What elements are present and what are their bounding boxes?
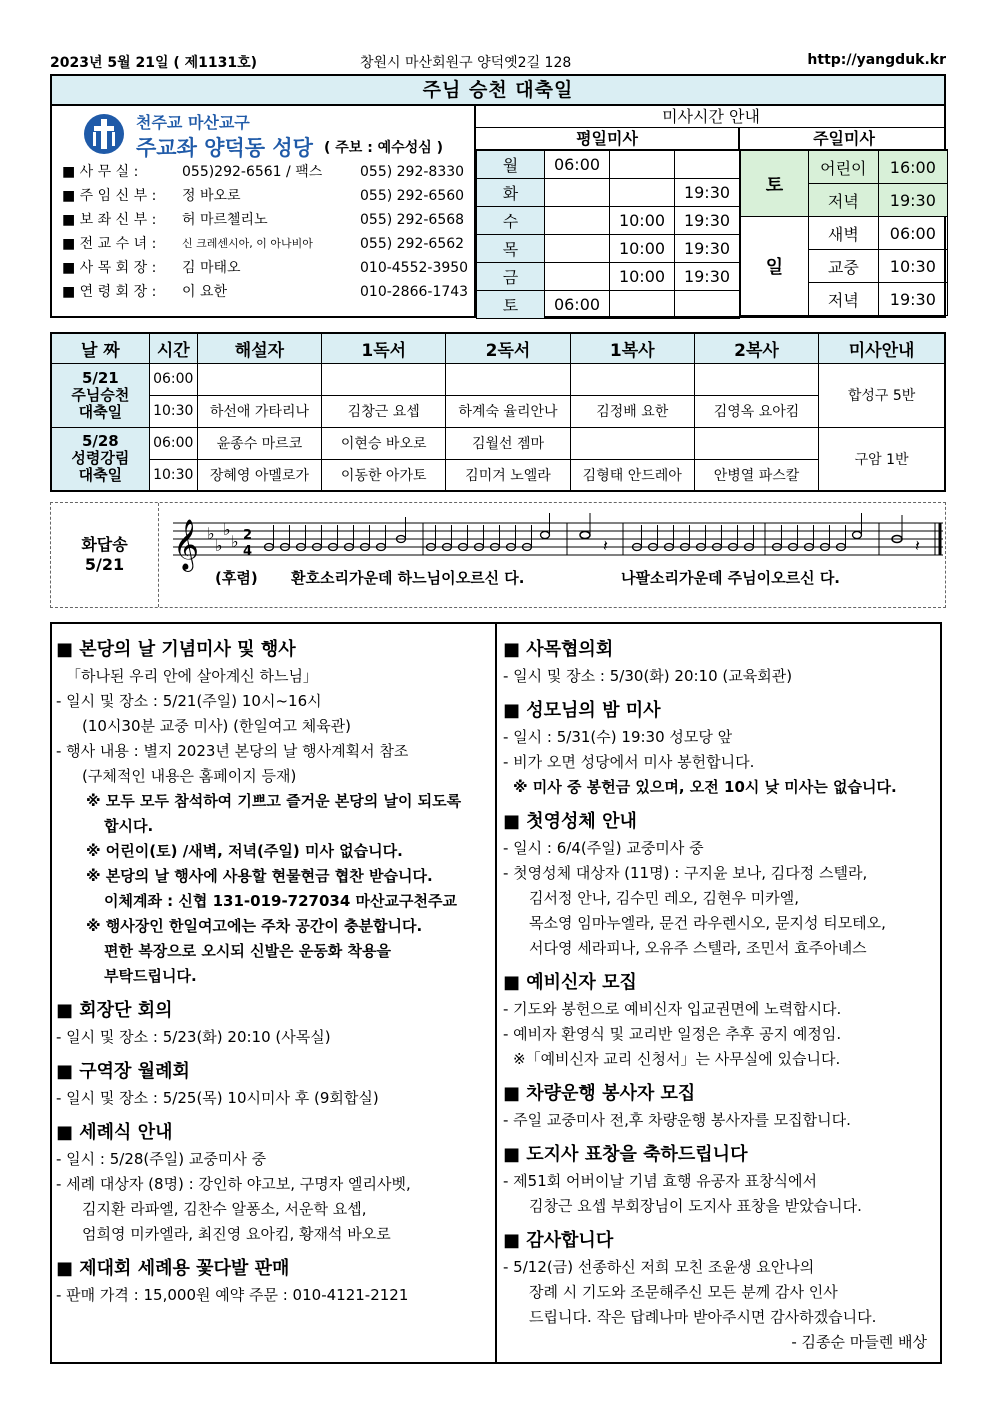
notice-line: 이체계좌 : 신협 131-019-727034 마산교구천주교 <box>104 892 457 910</box>
contact-label: ■ 연 령 회 장 : <box>62 284 157 300</box>
ministry-roster <box>50 332 946 492</box>
mass-name-cell: 교중 <box>809 250 879 283</box>
notice-heading: ■ 세례식 안내 <box>56 1122 173 1143</box>
contact-name: 이 요한 <box>182 284 228 300</box>
page-title: 주님 승천 대축일 <box>50 74 946 106</box>
weekday-mass-title: 평일미사 <box>476 128 740 150</box>
notice-line: 편한 복장으로 오시되 신발은 운동화 착용을 <box>104 942 391 960</box>
contact-row <box>62 256 472 280</box>
roster-row <box>51 427 945 459</box>
svg-text:♭: ♭ <box>231 532 239 551</box>
roster-name-cell: 김영옥 요아킴 <box>694 395 818 427</box>
weekday-row <box>477 263 740 291</box>
notice-line: (구체적인 내용은 홈페이지 등재) <box>82 767 297 785</box>
mass-schedule-title: 미사시간 안내 <box>476 106 946 128</box>
roster-header-cell: 미사안내 <box>819 333 945 363</box>
mass-time-cell: 19:30 <box>675 263 740 291</box>
roster-header-cell: 1복사 <box>570 333 694 363</box>
roster-name-cell: 하계숙 율리안나 <box>446 395 570 427</box>
notice-heading: ■ 본당의 날 기념미사 및 행사 <box>56 639 296 660</box>
svg-text:♭: ♭ <box>223 520 231 539</box>
notice-line: 「하나된 우리 안에 살아계신 하느님」 <box>66 667 318 685</box>
contact-phone: 055) 292-6560 <box>360 188 465 204</box>
notice-heading: ■ 도지사 표창을 축하드립니다 <box>503 1144 748 1165</box>
contact-phone: 010-4552-3950 <box>360 260 469 276</box>
notice-line: ※ 어린이(토) /새벽, 저녁(주일) 미사 없습니다. <box>86 842 403 860</box>
contact-row <box>62 184 472 208</box>
svg-text:4: 4 <box>243 544 253 559</box>
notice-line: (10시30분 교중 미사) (한일여고 체육관) <box>82 717 352 735</box>
contact-row <box>62 232 472 256</box>
mass-time-cell <box>545 207 610 235</box>
notice-line: 장례 시 기도와 조문해주신 모든 분께 감사 인사 <box>529 1283 838 1301</box>
notice-line: ※ 행사장인 한일여고에는 주차 공간이 충분합니다. <box>86 917 423 935</box>
sunday-mass-title: 주일미사 <box>740 128 948 150</box>
svg-text:♭: ♭ <box>207 524 215 543</box>
saturday-row <box>741 151 948 184</box>
notice-line: - 일시 및 장소 : 5/30(화) 20:10 (교육회관) <box>503 667 793 685</box>
weekday-label: 토 <box>477 291 545 319</box>
music-staff-image <box>173 509 943 573</box>
church-patron: ( 주보 : 예수성심 ) <box>324 140 444 156</box>
roster-name-cell <box>197 363 321 395</box>
responsorial-psalm <box>50 502 946 608</box>
mass-time-cell: 19:30 <box>675 235 740 263</box>
notice-line: ※ 미사 중 봉헌금 있으며, 오전 10시 낮 미사는 없습니다. <box>513 778 897 796</box>
notice-line: 서다영 세라피나, 오유주 스텔라, 조민서 효주아녜스 <box>529 939 867 957</box>
roster-name-cell: 김형태 안드레아 <box>570 459 694 491</box>
mass-name-cell: 저녁 <box>809 184 879 217</box>
notice-line: - 일시 : 5/28(주일) 교중미사 중 <box>56 1150 267 1168</box>
contact-row <box>62 280 472 304</box>
sunday-label: 일 <box>741 217 809 316</box>
contact-row <box>62 160 472 184</box>
roster-time-cell: 10:30 <box>149 459 197 491</box>
roster-name-cell <box>322 363 446 395</box>
mass-name-cell: 어린이 <box>809 151 879 184</box>
notice-line: ※ 본당의 날 행사에 사용할 현물현금 협찬 받습니다. <box>86 867 433 885</box>
church-logo <box>84 114 124 154</box>
roster-header-cell: 2복사 <box>694 333 818 363</box>
svg-text:𝄽: 𝄽 <box>603 536 608 555</box>
roster-name-cell: 안병열 파스칼 <box>694 459 818 491</box>
roster-header-cell: 1독서 <box>322 333 446 363</box>
roster-name-cell: 하선애 가타리나 <box>197 395 321 427</box>
mass-time-cell: 10:00 <box>610 207 675 235</box>
roster-header-cell: 날 짜 <box>51 333 149 363</box>
church-address: 창원시 마산회원구 양덕옛2길 128 <box>360 55 572 71</box>
mass-time-cell: 06:00 <box>878 217 947 250</box>
mass-time-cell <box>545 179 610 207</box>
notice-line: - 세례 대상자 (8명) : 강인하 야고보, 구명자 엘리사벳, <box>56 1175 411 1193</box>
notice-line: 목소영 임마누엘라, 문건 라우렌시오, 문지성 티모테오, <box>529 914 886 932</box>
roster-name-cell: 이동한 아가토 <box>322 459 446 491</box>
notice-line: - 첫영성체 대상자 (11명) : 구지윤 보나, 김다정 스텔라, <box>503 864 868 882</box>
sunday-mass-table <box>740 150 948 316</box>
notice-line: ※「예비신자 교리 신청서」는 사무실에 있습니다. <box>513 1050 841 1068</box>
roster-guide-cell: 구암 1반 <box>819 427 945 491</box>
mass-time-cell: 10:00 <box>610 235 675 263</box>
mass-time-cell: 16:00 <box>878 151 947 184</box>
notice-line: 드립니다. 작은 답례나마 받아주시면 감사하겠습니다. <box>529 1308 877 1326</box>
contact-label: ■ 보 좌 신 부 : <box>62 212 157 228</box>
mass-time-cell: 10:00 <box>610 263 675 291</box>
notice-heading: ■ 차량운행 봉사자 모집 <box>503 1083 696 1104</box>
roster-date-cell: 5/28 성령강림 대축일 <box>51 427 149 491</box>
mass-time-cell: 19:30 <box>878 283 947 316</box>
roster-guide-cell: 합성구 5반 <box>819 363 945 427</box>
saturday-label: 토 <box>741 151 809 217</box>
notice-line: - 비가 오면 성당에서 미사 봉헌합니다. <box>503 753 755 771</box>
psalm-label: 화답송 5/21 <box>51 503 159 607</box>
contact-label: ■ 사 목 회 장 : <box>62 260 157 276</box>
notices-right-column <box>503 636 939 1355</box>
roster-row <box>51 395 945 427</box>
notice-line: - 제51회 어버이날 기념 효행 유공자 표창식에서 <box>503 1172 817 1190</box>
weekday-label: 월 <box>477 151 545 179</box>
contact-label: ■ 사 무 실 : <box>62 164 139 180</box>
notice-line: - 일시 및 장소 : 5/21(주일) 10시~16시 <box>56 692 322 710</box>
mass-schedule <box>474 106 946 318</box>
contact-name: 신 크레센시아, 이 아나비아 <box>182 237 313 250</box>
cross-icon <box>84 114 124 154</box>
notice-line: - 기도와 봉헌으로 예비신자 입교권면에 노력합시다. <box>503 1000 842 1018</box>
notice-line: - 김종순 마들렌 배상 <box>791 1333 927 1351</box>
roster-time-cell: 10:30 <box>149 395 197 427</box>
roster-name-cell: 김월선 젬마 <box>446 427 570 459</box>
contact-row <box>62 208 472 232</box>
svg-text:𝄞: 𝄞 <box>173 519 200 570</box>
psalm-refrain-label: (후렴) <box>215 569 258 587</box>
contact-phone: 010-2866-1743 <box>360 284 469 300</box>
roster-header-cell: 해설자 <box>197 333 321 363</box>
mass-name-cell: 새벽 <box>809 217 879 250</box>
svg-text:♭: ♭ <box>215 536 223 555</box>
roster-name-cell <box>570 427 694 459</box>
mass-name-cell: 저녁 <box>809 283 879 316</box>
weekday-label: 목 <box>477 235 545 263</box>
mass-time-cell <box>675 291 740 319</box>
mass-time-cell <box>675 151 740 179</box>
contact-name: 정 바오로 <box>182 188 241 204</box>
svg-text:2: 2 <box>243 528 253 543</box>
contact-name: 055)292-6561 / 팩스 <box>182 164 323 180</box>
weekday-row <box>477 235 740 263</box>
mass-time-cell: 19:30 <box>878 184 947 217</box>
notices-left-column <box>56 636 492 1308</box>
notice-line: ※ 모두 모두 참석하여 기쁘고 즐거운 본당의 날이 되도록 <box>86 792 462 810</box>
roster-name-cell <box>694 363 818 395</box>
notice-line: - 행사 내용 : 별지 2023년 본당의 날 행사계획서 참조 <box>56 742 409 760</box>
weekday-label: 금 <box>477 263 545 291</box>
contact-name: 허 마르첼리노 <box>182 212 268 228</box>
notice-line: - 일시 : 5/31(수) 19:30 성모당 앞 <box>503 728 733 746</box>
roster-date-cell: 5/21 주님승천 대축일 <box>51 363 149 427</box>
bulletin-date: 2023년 5월 21일 ( 제1131호) <box>50 55 258 71</box>
notice-line: 김창근 요셉 부회장님이 도지사 표창을 받았습니다. <box>529 1197 862 1215</box>
notice-line: 엄희영 미카엘라, 최진영 요아킴, 황재석 바오로 <box>82 1225 391 1243</box>
roster-row <box>51 459 945 491</box>
notice-line: - 5/12(금) 선종하신 저희 모친 조윤생 요안나의 <box>503 1258 815 1276</box>
notice-line: 김지환 라파엘, 김찬수 알퐁소, 서운학 요셉, <box>82 1200 367 1218</box>
roster-name-cell <box>446 363 570 395</box>
weekday-row <box>477 151 740 179</box>
roster-name-cell: 장혜영 아멜로가 <box>197 459 321 491</box>
weekday-label: 수 <box>477 207 545 235</box>
contact-name: 김 마태오 <box>182 260 241 276</box>
mass-time-cell: 06:00 <box>545 151 610 179</box>
roster-name-cell <box>570 363 694 395</box>
notice-line: - 일시 및 장소 : 5/25(목) 10시미사 후 (9회합실) <box>56 1089 379 1107</box>
roster-header-cell: 시간 <box>149 333 197 363</box>
notice-line: - 일시 및 장소 : 5/23(화) 20:10 (사목실) <box>56 1028 331 1046</box>
contact-label: ■ 주 임 신 부 : <box>62 188 157 204</box>
church-name: 주교좌 양덕동 성당 <box>136 136 313 160</box>
contact-phone: 055) 292-8330 <box>360 164 465 180</box>
mass-time-cell <box>610 151 675 179</box>
mass-time-cell <box>545 263 610 291</box>
roster-name-cell: 윤종수 마르코 <box>197 427 321 459</box>
notice-line: 부탁드립니다. <box>104 967 197 985</box>
svg-text:𝄽: 𝄽 <box>915 536 920 555</box>
contact-phone: 055) 292-6562 <box>360 236 465 252</box>
roster-name-cell: 김정배 요한 <box>570 395 694 427</box>
notice-line: - 예비자 환영식 및 교리반 일정은 추후 공지 예정임. <box>503 1025 842 1043</box>
roster-name-cell: 이현승 바오로 <box>322 427 446 459</box>
roster-time-cell: 06:00 <box>149 363 197 395</box>
roster-name-cell: 김미겨 노엘라 <box>446 459 570 491</box>
mass-time-cell <box>610 179 675 207</box>
mass-time-cell: 19:30 <box>675 179 740 207</box>
contact-phone: 055) 292-6568 <box>360 212 465 228</box>
psalm-lyrics-first: 환호소리가운데 하느님이오르신 다. <box>291 569 525 587</box>
notice-heading: ■ 사목협의회 <box>503 639 614 660</box>
roster-header-row <box>51 333 945 363</box>
sunday-row <box>741 217 948 250</box>
roster-time-cell: 06:00 <box>149 427 197 459</box>
notice-line: 김서정 안나, 김수민 레오, 김현우 미카엘, <box>529 889 799 907</box>
notice-line: - 판매 가격 : 15,000원 예약 주문 : 010-4121-2121 <box>56 1286 409 1304</box>
contact-label: ■ 전 교 수 녀 : <box>62 236 157 252</box>
notice-line: - 일시 : 6/4(주일) 교중미사 중 <box>503 839 704 857</box>
roster-header-cell: 2독서 <box>446 333 570 363</box>
diocese-name: 천주교 마산교구 <box>136 113 250 132</box>
notice-line: 합시다. <box>104 817 154 835</box>
weekday-mass-table <box>476 150 740 319</box>
notice-heading: ■ 성모님의 밤 미사 <box>503 700 661 721</box>
notices-divider <box>495 622 497 1364</box>
mass-time-cell <box>610 291 675 319</box>
roster-row <box>51 363 945 395</box>
mass-time-cell <box>545 235 610 263</box>
roster-name-cell <box>694 427 818 459</box>
website-link[interactable]: http://yangduk.kr <box>807 52 946 68</box>
weekday-row <box>477 179 740 207</box>
weekday-row <box>477 207 740 235</box>
mass-time-cell: 06:00 <box>545 291 610 319</box>
mass-time-cell: 19:30 <box>675 207 740 235</box>
notice-heading: ■ 회장단 회의 <box>56 1000 173 1021</box>
notice-heading: ■ 예비신자 모집 <box>503 972 637 993</box>
notice-heading: ■ 제대회 세례용 꽃다발 판매 <box>56 1258 290 1279</box>
roster-name-cell: 김창근 요셉 <box>322 395 446 427</box>
notice-line: - 주일 교중미사 전,후 차량운행 봉사자를 모집합니다. <box>503 1111 851 1129</box>
weekday-row <box>477 291 740 319</box>
psalm-lyrics-second: 나팔소리가운데 주님이오르신 다. <box>621 569 841 587</box>
mass-time-cell: 10:30 <box>878 250 947 283</box>
weekday-label: 화 <box>477 179 545 207</box>
notice-heading: ■ 감사합니다 <box>503 1230 614 1251</box>
notice-heading: ■ 구역장 월례회 <box>56 1061 190 1082</box>
notice-heading: ■ 첫영성체 안내 <box>503 811 637 832</box>
